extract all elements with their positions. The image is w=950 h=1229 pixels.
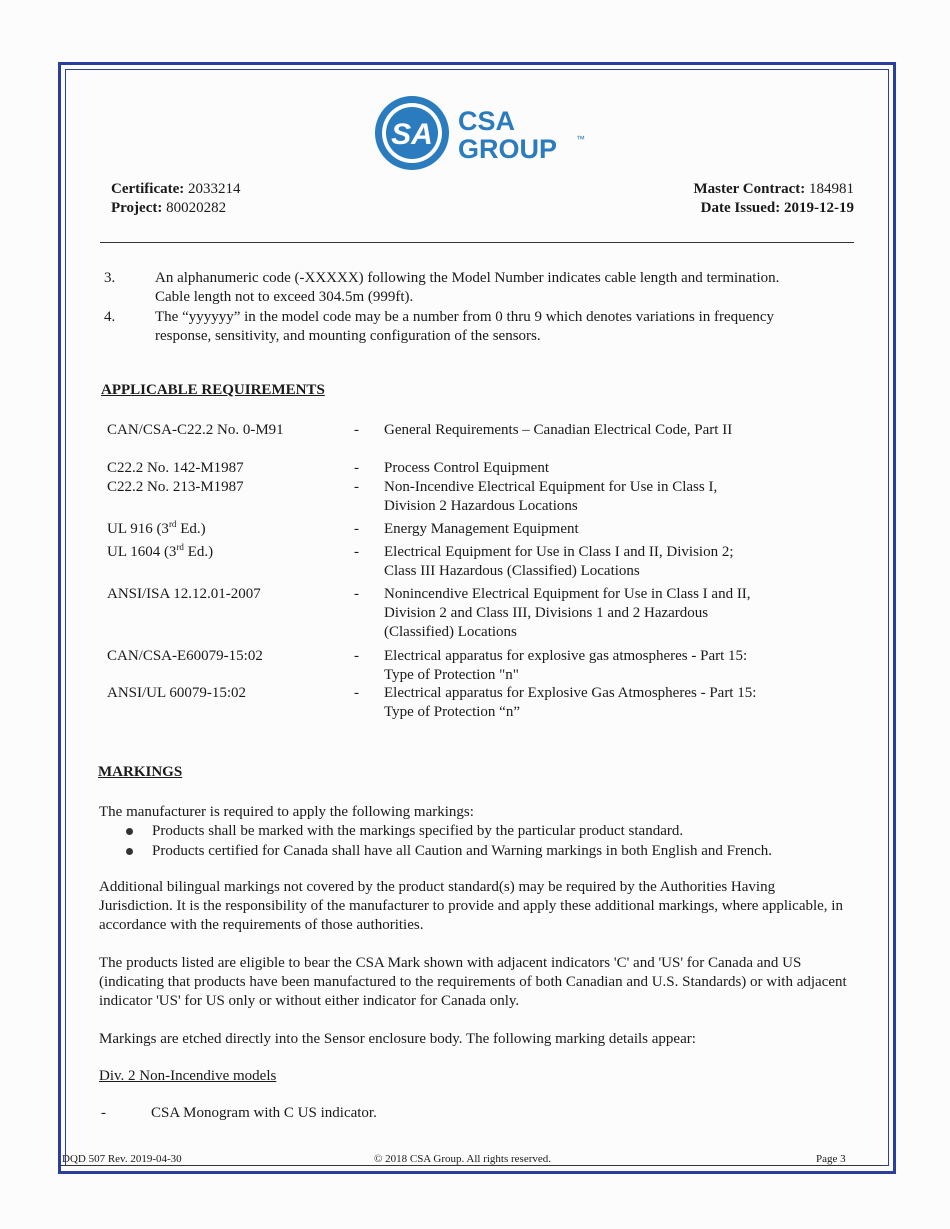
- item-dash: -: [101, 1105, 106, 1121]
- header-divider: [100, 242, 854, 243]
- standard-description: Electrical Equipment for Use in Class I and II, Division 2; Class III Hazardous (Classified) Locations: [384, 544, 734, 579]
- date-issued-value: 2019-12-19: [784, 200, 854, 216]
- note-number: 3.: [104, 270, 116, 286]
- standard-description: Process Control Equipment: [384, 460, 549, 476]
- note-line: response, sensitivity, and mounting configuration of the sensors.: [155, 328, 541, 344]
- separator-dash: -: [354, 479, 359, 495]
- footer-page-number: Page 3: [816, 1153, 846, 1165]
- standard-id: CAN/CSA-C22.2 No. 0-M91: [107, 422, 284, 438]
- standard-id: UL 1604 (3rd Ed.): [107, 542, 214, 560]
- project-value: 80020282: [166, 200, 227, 216]
- separator-dash: -: [354, 460, 359, 476]
- date-issued-line: [701, 199, 854, 218]
- standard-description: General Requirements – Canadian Electrical Code, Part II: [384, 422, 733, 438]
- master-contract-value: 184981: [809, 181, 854, 197]
- logo-trademark: ™: [576, 134, 585, 144]
- requirements-heading: APPLICABLE REQUIREMENTS: [101, 382, 325, 398]
- separator-dash: -: [354, 685, 359, 701]
- standard-id: ANSI/UL 60079-15:02: [107, 685, 247, 701]
- standard-description: Non-Incendive Electrical Equipment for Use in Class I, Division 2 Hazardous Locations: [384, 479, 718, 514]
- separator-dash: -: [354, 521, 359, 537]
- master-contract-label: Master Contract:: [693, 181, 806, 197]
- footer-doc-rev: DQD 507 Rev. 2019-04-30: [62, 1153, 182, 1165]
- project-label: Project:: [111, 200, 163, 216]
- logo-monogram: SA: [391, 118, 433, 151]
- standard-id: UL 916 (3rd Ed.): [107, 519, 206, 537]
- marking-item: CSA Monogram with C US indicator.: [151, 1105, 377, 1121]
- csa-group-logo: [372, 92, 597, 174]
- note-line: An alphanumeric code (-XXXXX) following the Model Number indicates cable length and termination.: [155, 270, 780, 286]
- standard-id: CAN/CSA-E60079-15:02: [107, 648, 263, 664]
- certificate-line: [111, 180, 241, 199]
- separator-dash: -: [354, 422, 359, 438]
- markings-heading: MARKINGS: [98, 764, 183, 780]
- markings-paragraph: The products listed are eligible to bear the CSA Mark shown with adjacent indicators 'C' and 'US' for Canada and US (indicating that products have been manufactured to the requirements of both Canadian and U.S. Standards) or with adjacent indicator 'US' for US only or without either indicator for Canada only.: [99, 955, 847, 1009]
- certificate-value: 2033214: [188, 181, 241, 197]
- bullet-dot-icon: [126, 828, 133, 835]
- certificate-label: Certificate:: [111, 181, 185, 197]
- bullet-item: Products shall be marked with the markings specified by the particular product standard.: [152, 823, 684, 839]
- standard-description: Electrical apparatus for explosive gas atmospheres - Part 15: Type of Protection "n": [384, 648, 748, 683]
- standard-id: C22.2 No. 213-M1987: [107, 479, 244, 495]
- standard-description: Electrical apparatus for Explosive Gas Atmospheres - Part 15: Type of Protection “n”: [384, 685, 757, 720]
- note-number: 4.: [104, 309, 116, 325]
- date-issued-label: Date Issued:: [700, 200, 781, 216]
- project-line: [111, 199, 226, 218]
- logo-text-group: GROUP: [458, 134, 558, 164]
- separator-dash: -: [354, 648, 359, 664]
- master-contract-line: [693, 180, 854, 199]
- div2-subheading: Div. 2 Non-Incendive models: [99, 1068, 277, 1084]
- standard-id: ANSI/ISA 12.12.01-2007: [107, 586, 261, 602]
- standard-description: Energy Management Equipment: [384, 521, 579, 537]
- note-line: Cable length not to exceed 304.5m (999ft).: [155, 289, 414, 305]
- markings-paragraph: Additional bilingual markings not covered by the product standard(s) may be required by the Authorities Having Jurisdiction. It is the responsibility of the manufacturer to provide and apply these additional markings, where applicable, in accordance with the requirements of those authorities.: [99, 879, 843, 933]
- markings-intro: The manufacturer is required to apply the following markings:: [99, 804, 474, 820]
- standard-id: C22.2 No. 142-M1987: [107, 460, 244, 476]
- logo-text-csa: CSA: [458, 106, 516, 136]
- note-line: The “yyyyyy” in the model code may be a number from 0 thru 9 which denotes variations in frequency: [155, 309, 774, 325]
- markings-paragraph: Markings are etched directly into the Sensor enclosure body. The following marking details appear:: [99, 1031, 696, 1047]
- bullet-item: Products certified for Canada shall have all Caution and Warning markings in both English and French.: [152, 843, 773, 859]
- standard-description: Nonincendive Electrical Equipment for Use in Class I and II, Division 2 and Class III, Divisions 1 and 2 Hazardous (Classified) Locations: [384, 586, 751, 640]
- separator-dash: -: [354, 544, 359, 560]
- bullet-dot-icon: [126, 848, 133, 855]
- footer-copyright: © 2018 CSA Group. All rights reserved.: [374, 1153, 552, 1165]
- separator-dash: -: [354, 586, 359, 602]
